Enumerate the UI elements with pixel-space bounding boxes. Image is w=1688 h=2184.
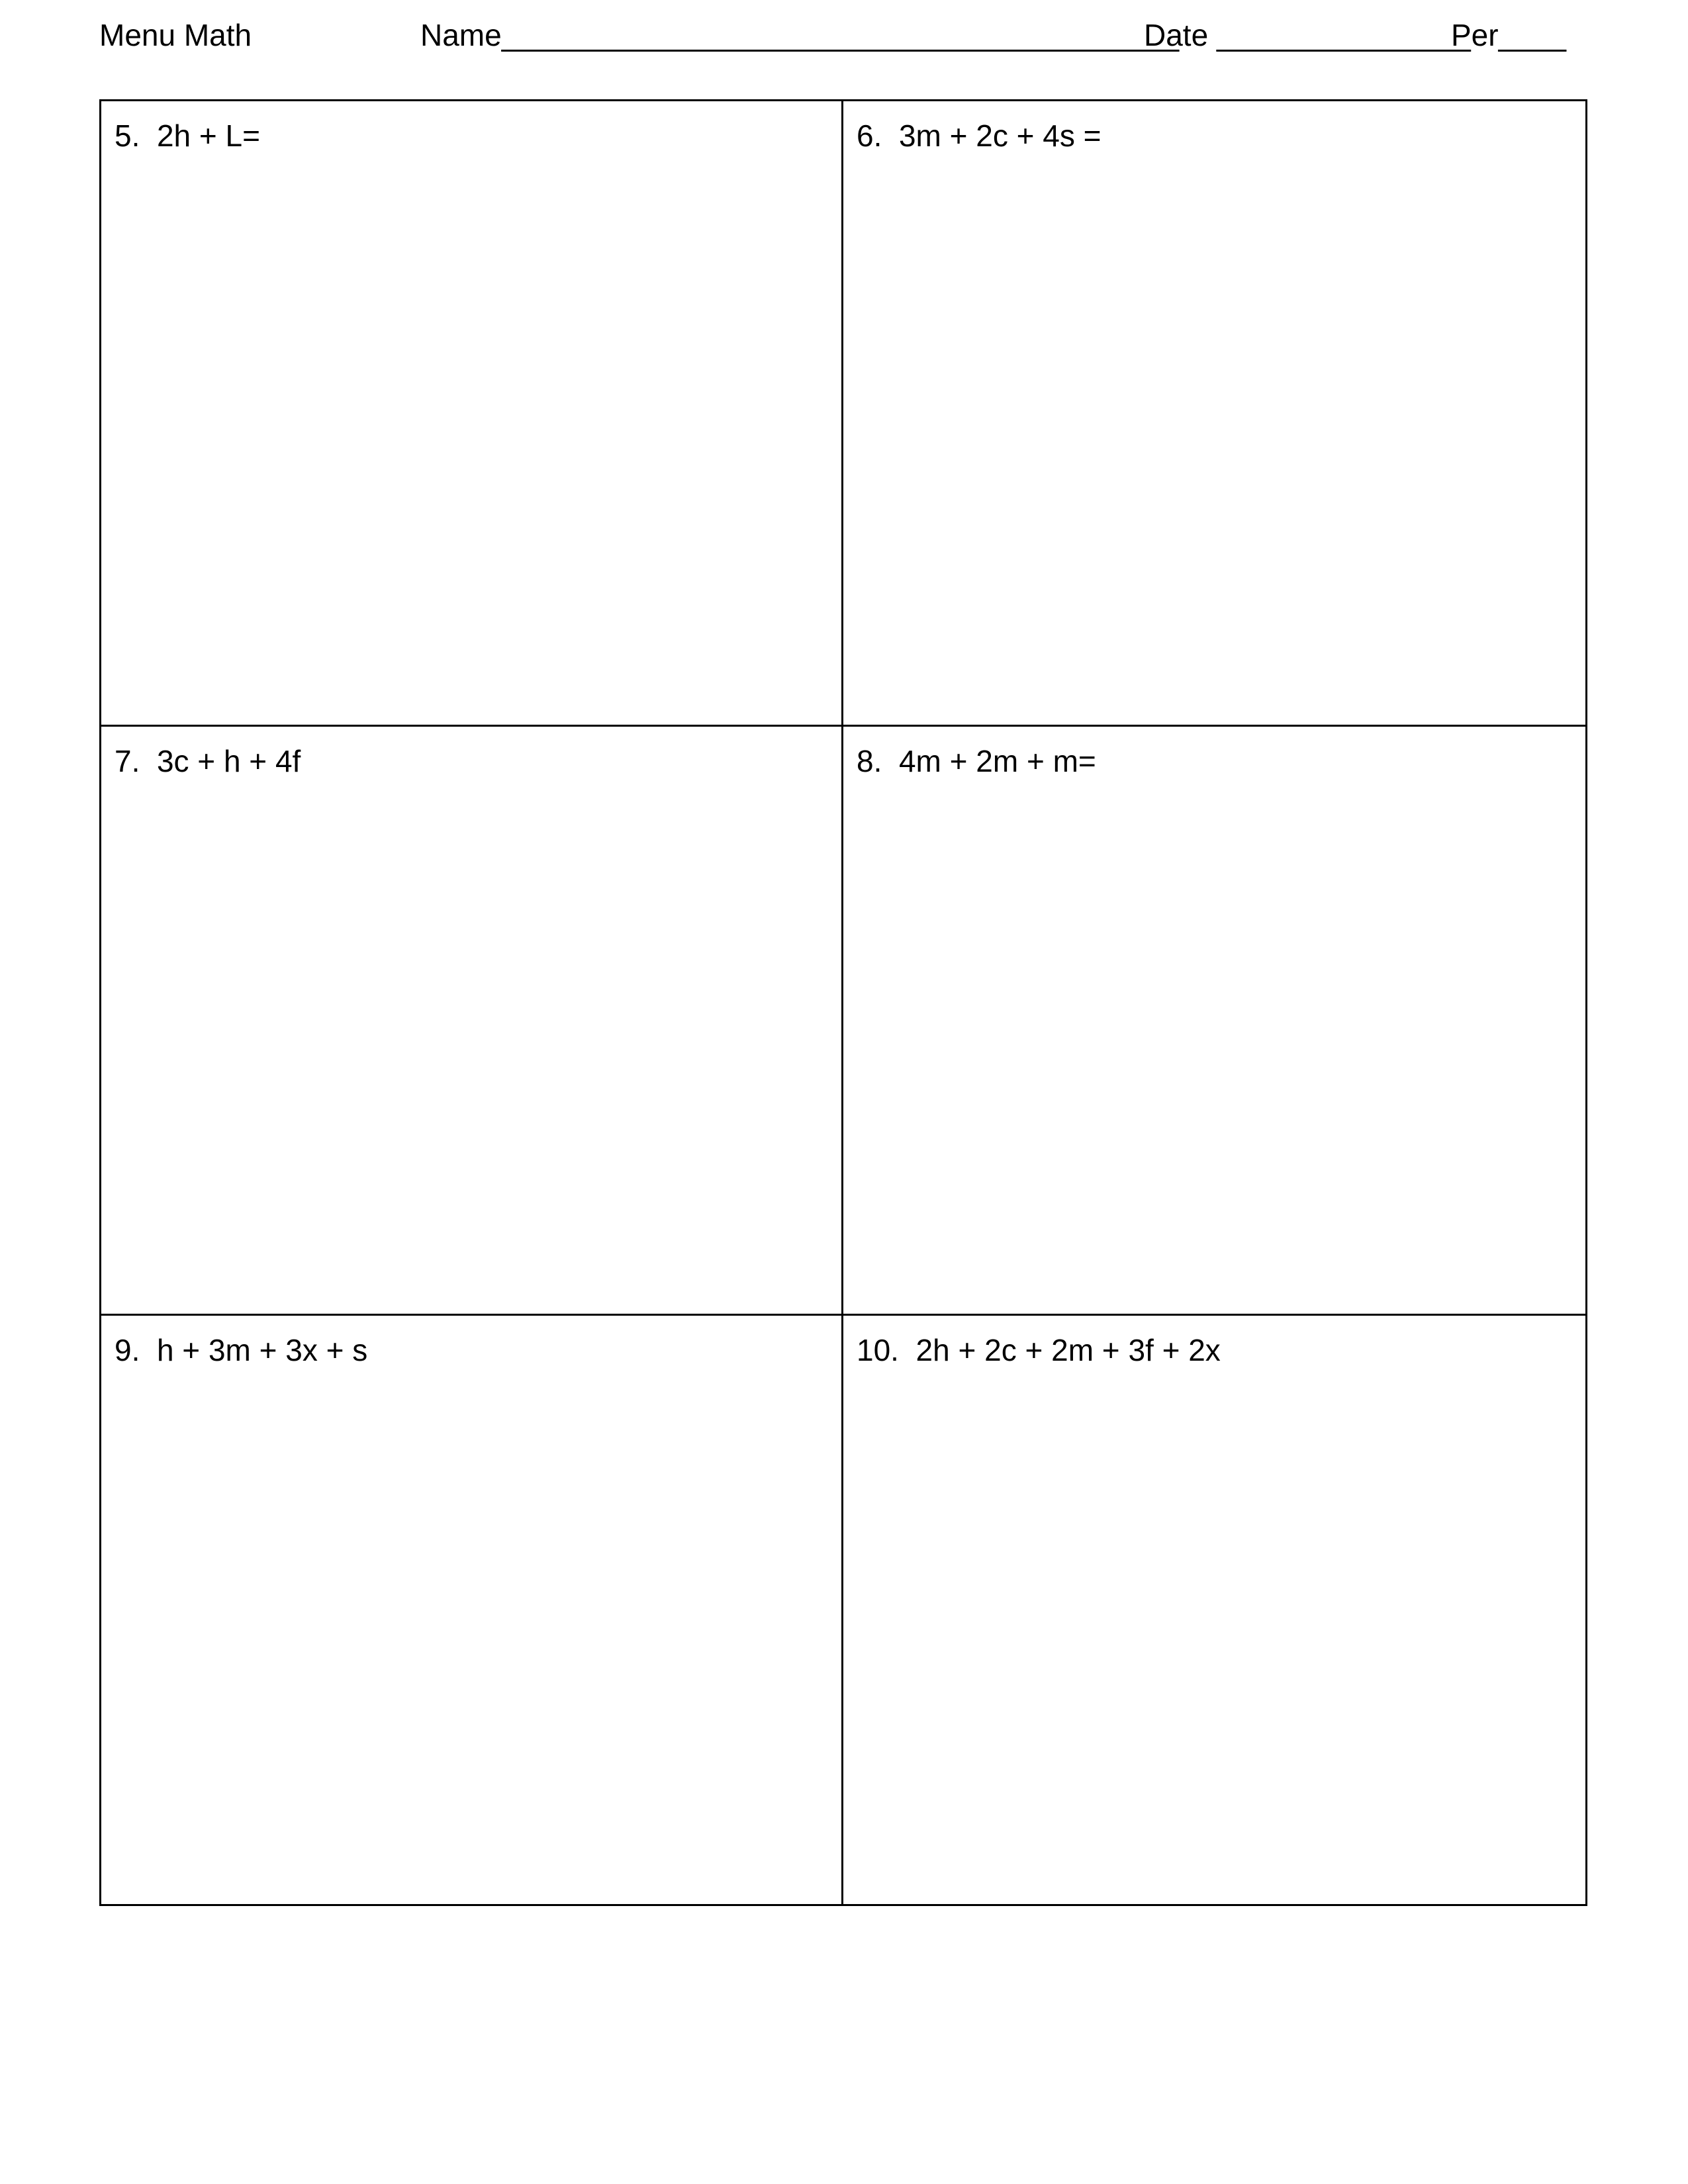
problem-number: 5. bbox=[115, 118, 140, 153]
problem-text bbox=[115, 740, 301, 782]
problem-expression: h + 3m + 3x + s bbox=[156, 1333, 368, 1367]
problem-grid bbox=[99, 99, 1587, 1906]
problem-box-7[interactable] bbox=[101, 727, 843, 1316]
problem-box-5[interactable] bbox=[101, 101, 843, 727]
problem-number: 7. bbox=[115, 744, 140, 778]
problem-text bbox=[857, 740, 1096, 782]
problem-text bbox=[857, 1329, 1221, 1371]
problem-number: 9. bbox=[115, 1333, 140, 1367]
name-field[interactable]: Name________________________________________ bbox=[420, 18, 1180, 52]
problem-box-9[interactable] bbox=[101, 1316, 843, 1904]
problem-expression: 2h + 2c + 2m + 3f + 2x bbox=[915, 1333, 1221, 1367]
problem-number: 6. bbox=[857, 118, 882, 153]
date-field[interactable]: Date _______________ bbox=[1144, 18, 1471, 52]
problem-text bbox=[115, 1329, 367, 1371]
problem-number: 8. bbox=[857, 744, 882, 778]
period-field[interactable]: Per____ bbox=[1451, 18, 1566, 52]
problem-box-8[interactable] bbox=[843, 727, 1585, 1316]
problem-expression: 2h + L= bbox=[156, 118, 260, 153]
problem-number: 10. bbox=[857, 1333, 899, 1367]
worksheet-header bbox=[0, 12, 1688, 58]
problem-expression: 3m + 2c + 4s = bbox=[898, 118, 1102, 153]
problem-box-6[interactable] bbox=[843, 101, 1585, 727]
worksheet-title: Menu Math bbox=[99, 18, 252, 52]
problem-expression: 4m + 2m + m= bbox=[898, 744, 1096, 778]
problem-text bbox=[857, 114, 1102, 157]
problem-box-10[interactable] bbox=[843, 1316, 1585, 1904]
problem-expression: 3c + h + 4f bbox=[156, 744, 301, 778]
problem-text bbox=[115, 114, 260, 157]
